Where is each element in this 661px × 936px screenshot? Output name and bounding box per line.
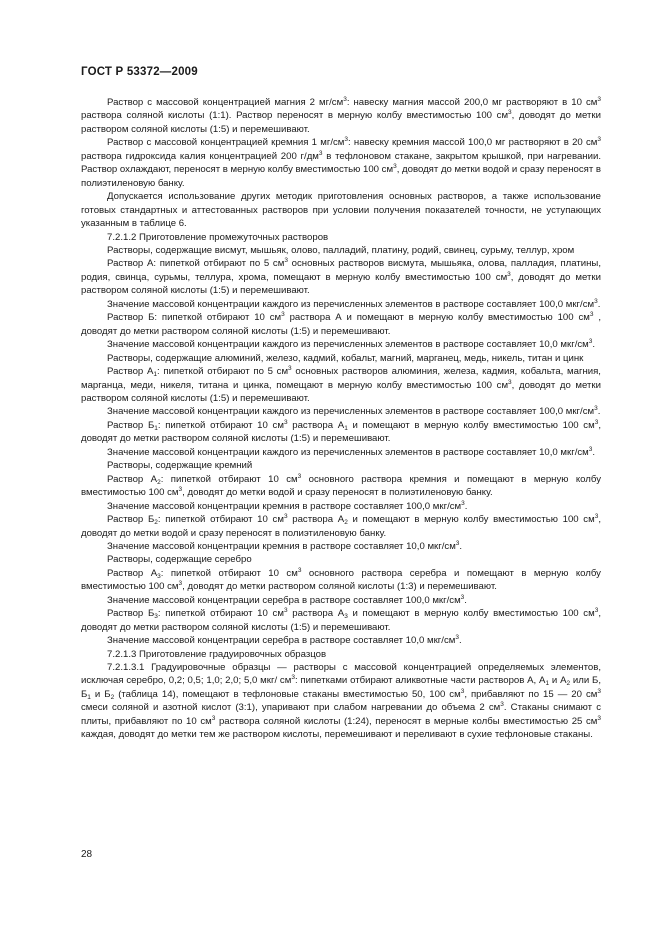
paragraph: Раствор с массовой концентрацией магния 2 $мг/см^3$: навеску магния массой 200,0 мг растворяют в 10 $см^3$ раствора соляной кислоты (1:1). Раствор переносят в мерную колбу вместимостью 100 $см^3$, доводят до метки раствором соляной кислоты (1:5) и перемешивают. — [81, 96, 601, 135]
paragraph: Значение массовой концентрации кремния в растворе составляет 100,0 мкг/$см^3$. — [107, 499, 468, 512]
paragraph: Значение массовой концентрации серебра в растворе составляет 10,0 мкг/$см^3$. — [107, 634, 462, 647]
paragraph: Значение массовой концентрации каждого из перечисленных элементов в растворе составляет 10,0 мкг/$см^3$. — [107, 338, 596, 351]
paragraph: Значение массовой концентрации каждого из перечисленных элементов в растворе составляет 10,0 мкг/$см^3$. — [107, 445, 596, 458]
paragraph: Раствор $Б_2$: пипеткой отбирают 10 $см^3$ раствора $А_2$ и помещают в мерную колбу вместимостью 100 $см^3$, доводят до метки водой и сразу переносят в полиэтиленовую банку. — [81, 513, 601, 539]
paragraph: Значение массовой концентрации кремния в растворе составляет 10,0 мкг/$см^3$. — [107, 539, 463, 552]
document-body — [81, 96, 601, 742]
paragraph: Значение массовой концентрации каждого из перечисленных элементов в растворе составляет 100,0 мкг/$см^3$. — [107, 405, 601, 418]
paragraph: 7.2.1.3.1 Градуировочные образцы — растворы с массовой концентрацией определяемых элементов, исключая серебро, 0,2; 0,5; 1,0; 2,0; 5,0 мкг/ $см^3$: пипетками отбирают аликвотные части растворов А, $А_1$ и $А_2$ или Б, $Б_1$ и $Б_2$ (таблица 14), помещают в тефлоновые стаканы вместимостью 50, 100 $см^3$, прибавляют по 15 — 20 $см^3$ смеси соляной и азотной кислот (3:1), упаривают при слабом нагревании до объема 2 $см^3$. Стаканы снимают с плиты, прибавляют по 10 $см^3$ раствора соляной кислоты (1:24), переносят в мерные колбы вместимостью 25 $см^3$ каждая, доводят до метки тем же раствором кислоты, перемешивают и переливают в сухие тефлоновые стаканы. — [81, 662, 602, 741]
paragraph: Раствор $А_3$: пипеткой отбирают 10 $см^3$ основного раствора серебра и помещают в мерную колбу вместимостью 100 $см^3$, доводят до метки раствором соляной кислоты (1:3) и перемешивают. — [81, 566, 601, 593]
paragraph: Значение массовой концентрации каждого из перечисленных элементов в растворе составляет 100,0 мкг/$см^3$. — [107, 297, 601, 310]
paragraph: Растворы, содержащие алюминий, железо, кадмий, кобальт, магний, марганец, медь, никель, титан и цинк — [107, 352, 584, 364]
paragraph: Раствор $Б_3$: пипеткой отбирают 10 $см^3$ раствора $А_3$ и помещают в мерную колбу вместимостью 100 $см^3$, доводят до метки раствором соляной кислоты (1:5) и перемешивают. — [81, 607, 601, 633]
section-heading: 7.2.1.2 Приготовление промежуточных растворов — [107, 231, 329, 243]
section-heading: 7.2.1.3 Приготовление градуировочных образцов — [107, 648, 327, 660]
paragraph: Раствор $А_2$: пипеткой отбирают 10 $см^3$ основного раствора кремния и помещают в мерную колбу вместимостью 100 $см^3$, доводят до метки водой и сразу переносят в полиэтиленовую банку. — [81, 472, 601, 499]
paragraph: Допускается использование других методик приготовления основных растворов, а также использование готовых стандартных и аттестованных растворов при условии получения показателей точности, не уступающих указанным в таблице 6. — [81, 191, 601, 230]
document-header: ГОСТ Р 53372—2009 — [81, 66, 198, 78]
paragraph: Растворы, содержащие кремний — [107, 460, 253, 472]
paragraph: Раствор Б: пипеткой отбирают 10 $см^3$ раствора А и помещают в мерную колбу вместимостью 100 $см^3$ , доводят до метки раствором соляной кислоты (1:5) и перемешивают. — [81, 311, 601, 337]
paragraph: Раствор с массовой концентрацией кремния 1 $мг/см^3$: навеску кремния массой 100,0 мг растворяют в 20 $см^3$ раствора гидроксида калия концентрацией 200 $г/дм^3$ в тефлоновом стакане, закрытом крышкой, при нагревании. Раствор охлаждают, переносят в мерную колбу вместимостью 100 $см^3$, доводят до метки водой и сразу переносят в полиэтиленовую банку. — [81, 136, 601, 189]
paragraph: Растворы, содержащие серебро — [107, 554, 252, 566]
paragraph: Раствор $Б_1$: пипеткой отбирают 10 $см^3$ раствора $А_1$ и помещают в мерную колбу вместимостью 100 $см^3$, доводят до метки раствором соляной кислоты (1:5) и перемешивают. — [81, 418, 601, 445]
paragraph: Растворы, содержащие висмут, мышьяк, олово, палладий, платину, родий, свинец, сурьму, теллур, хром — [107, 244, 575, 256]
paragraph: Раствор А: пипеткой отбирают по 5 $см^3$ основных растворов висмута, мышьяка, олова, палладия, платины, родия, свинца, сурьмы, теллура, хрома, помещают в мерную колбу вместимостью 100 $см^3$, доводят до метки раствором соляной кислоты (1:5) и перемешивают. — [81, 257, 601, 297]
paragraph: Значение массовой концентрации серебра в растворе составляет 100,0 мкг/$см^3$. — [107, 593, 467, 606]
page-number: 28 — [81, 849, 93, 860]
paragraph: Раствор $А_1$: пипеткой отбирают по 5 $см^3$ основных растворов алюминия, железа, кадмия, кобальта, магния, марганца, меди, никеля, титана и цинка, помещают в мерную колбу вместимостью 100 $см^3$, доводят до метки раствором соляной кислоты (1:5) и перемешивают. — [81, 365, 601, 404]
